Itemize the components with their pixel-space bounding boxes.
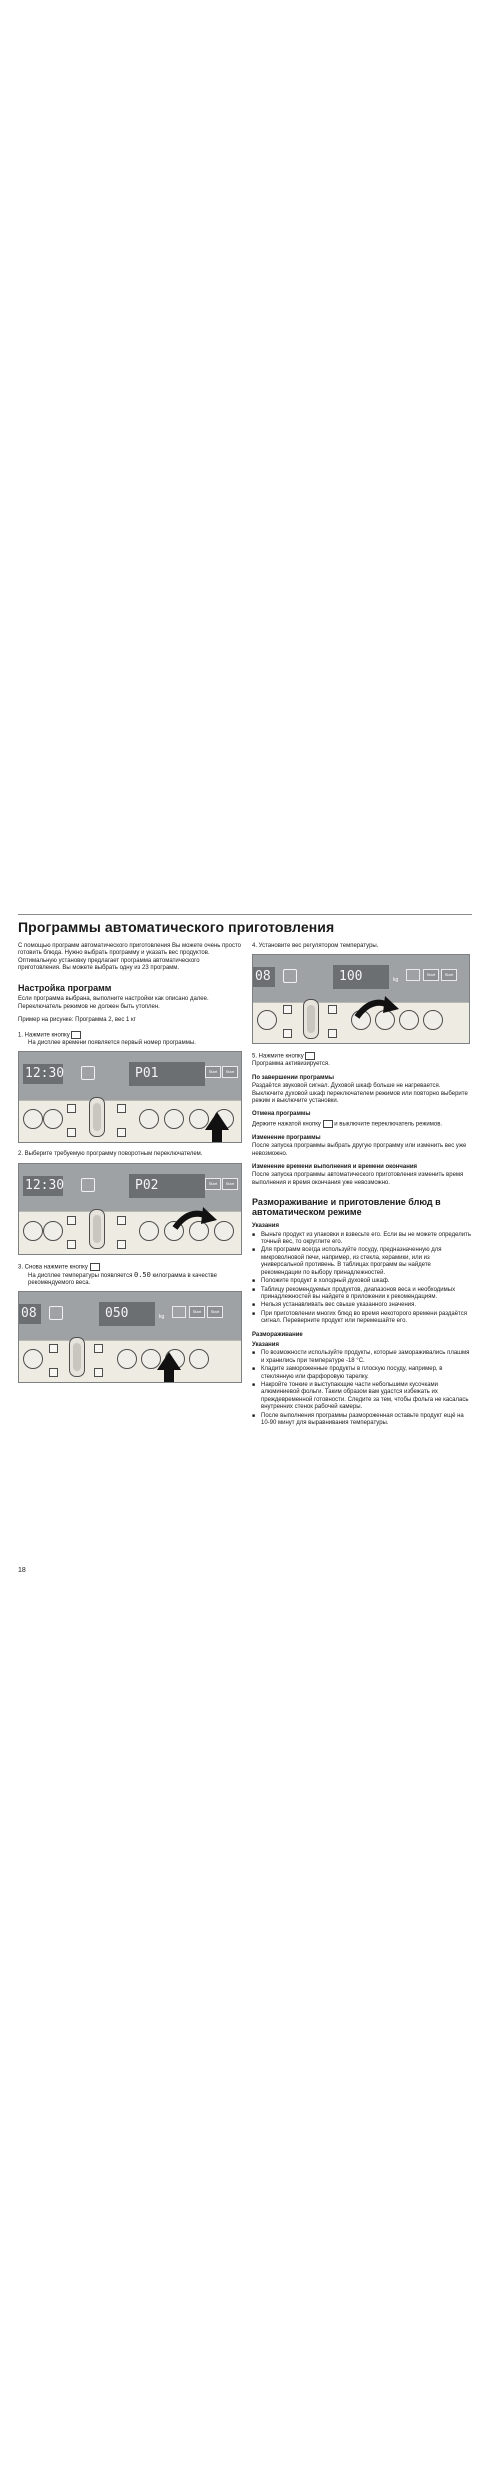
clock-icon (81, 1066, 95, 1080)
program-display: P01 (129, 1062, 205, 1086)
cancel-text: Держите нажатой кнопку и выключите переключатель режимов. (252, 1121, 443, 1128)
mode-knob (23, 1221, 43, 1241)
mode-selector (89, 1097, 105, 1137)
left-column (18, 943, 242, 1391)
weight-unit: kg (159, 1314, 165, 1321)
list-item: ■ Положите продукт в холодный духовой шкаф. (252, 1278, 472, 1285)
change-text: После запуска программы выбрать другую программу или изменить вес уже невозможно. (252, 1143, 467, 1157)
indicator-square (49, 1368, 58, 1377)
indicator-square (67, 1104, 76, 1113)
program-button-icon (71, 1031, 81, 1039)
list-item: ■ После выполнения программы размороженная оставьте продукт ещё на 10-90 минут для выравнивания температуры. (252, 1413, 472, 1428)
indicator-square (67, 1216, 76, 1225)
weight-selector-icon: Start (205, 1178, 221, 1190)
step-4: 4. Установите вес регулятором температуры. (252, 943, 379, 949)
list-item: ■ Для программ всегда используйте посуду, предназначенную для микроволновой печи, например, из стекла, керамики, или из универсальной противень. В таблицах программ вы найдете рекомендации по выбору принадлежностей. (252, 1247, 472, 1277)
defrosting-heading: Размораживание (252, 1331, 303, 1338)
list-item: ■ Кладите замороженные продукты в плоскую посуду, например, в стеклянную или фарфоровую тарелку. (252, 1366, 472, 1381)
program-display: P02 (129, 1174, 205, 1198)
weight-unit: kg (393, 977, 399, 984)
settings-text-1: Если программа выбрана, выполните настройки как описано далее. (18, 995, 209, 1002)
time-display: 12:30 (23, 1176, 63, 1196)
weight-selector-icon: Start (423, 969, 439, 981)
indicator-square (117, 1128, 126, 1137)
indicator-square (67, 1240, 76, 1249)
list-item: ■ Выньте продукт из упаковки и взвесьте его. Если вы не можете определить точный вес, то округлите его. (252, 1232, 472, 1247)
control-panel-illustration-4 (252, 954, 470, 1044)
notes-heading: Указания (252, 1223, 279, 1230)
indicator-square (67, 1128, 76, 1137)
step-3: 3. Снова нажмите кнопку (18, 1263, 242, 1272)
start-selector-icon: Start (441, 969, 457, 981)
indicator-square (283, 1005, 292, 1014)
right-column (252, 943, 472, 1431)
step-3-note: На дисплее температуры появляется 0.50 килограмма в качестве рекомендуемого веса. (28, 1270, 218, 1287)
timer-icon (172, 1306, 186, 1318)
indicator-square (94, 1368, 103, 1377)
step-1: 1. Нажмите кнопку (18, 1031, 242, 1040)
rotate-arrow-icon (351, 993, 401, 1023)
settings-text-2: Переключатель режимов не должен быть утоплен. (18, 1004, 160, 1011)
arrow-up-icon (205, 1112, 229, 1130)
indicator-square (328, 1029, 337, 1038)
step-5-note: Программа активизируется. (252, 1061, 330, 1068)
indicator-square (117, 1216, 126, 1225)
top-rule (18, 914, 472, 915)
page-title: Программы автоматического приготовления (18, 919, 335, 935)
intro-paragraph: С помощью программ автоматического приготовления Вы можете очень просто готовить блюда. Нужно выбрать программу и указать вес продуктов. Оптимальную установку предлагает программа автоматического приготовления. Вы можете выбрать одну из 23 программ. (18, 943, 241, 972)
program-button-icon (305, 1052, 315, 1060)
clock-icon (283, 969, 297, 983)
arrow-stem (164, 1370, 174, 1382)
clock-icon (49, 1306, 63, 1320)
end-heading: По завершении программы (252, 1074, 334, 1081)
arrow-up-icon (157, 1352, 181, 1370)
control-panel-illustration-3 (18, 1291, 242, 1383)
time-text: После запуска программы автоматического приготовления изменить время выполнения и время окончания уже невозможно. (252, 1172, 464, 1186)
list-item: ■ При приготовлении многих блюд во время некоторого времени раздаётся сигнал. Переверните продукт или перемешайте его. (252, 1311, 472, 1326)
cancel-heading: Отмена программы (252, 1111, 311, 1118)
indicator-square (117, 1104, 126, 1113)
change-heading: Изменение программы (252, 1134, 321, 1141)
settings-heading: Настройка программ (18, 982, 112, 993)
start-selector-icon: Start (222, 1066, 238, 1078)
indicator-square (283, 1029, 292, 1038)
mode-selector (303, 999, 319, 1039)
end-text: Раздаётся звуковой сигнал. Духовой шкаф больше не нагревается. Выключите духовой шкаф переключателем режимов или повторно выберите режим и выключите установки. (252, 1083, 468, 1105)
weight-selector-icon: Start (205, 1066, 221, 1078)
indicator-square (117, 1240, 126, 1249)
start-selector-icon: Start (222, 1178, 238, 1190)
clock-icon (81, 1178, 95, 1192)
timer-icon (406, 969, 420, 981)
control-panel-illustration-1 (18, 1051, 242, 1143)
mode-knob (43, 1221, 63, 1241)
start-selector-icon: Start (207, 1306, 223, 1318)
weight-selector-icon: Start (189, 1306, 205, 1318)
rotate-arrow-icon (169, 1204, 219, 1234)
list-item: ■ По возможности используйте продукты, которые замораживались плашмя и хранились при температуре -18 °C. (252, 1350, 472, 1365)
time-display: 08 (253, 967, 275, 987)
time-display: 12:30 (23, 1064, 63, 1084)
indicator-square (49, 1344, 58, 1353)
notes-list (252, 1232, 472, 1326)
page-number: 18 (18, 1567, 26, 1574)
indicator-square (328, 1005, 337, 1014)
program-button-icon (323, 1120, 333, 1128)
control-panel-illustration-2 (18, 1163, 242, 1255)
notes2-heading: Указания (252, 1341, 279, 1348)
step-2: 2. Выберите требуемую программу поворотным переключателем. (18, 1151, 203, 1158)
list-item: ■ Нельзя устанавливать вес свыше указанного значения. (252, 1302, 472, 1309)
notes2-list (252, 1350, 472, 1427)
defrost-heading: Размораживание и приготовление блюд в автоматическом режиме (252, 1197, 441, 1218)
list-item: ■ Накройте тонкие и выступающие части небольшими кусочками алюминиевой фольги. Таким образом вам удастся избежать их преждевременной готовности. Следите за тем, чтобы фольга не касалась внутренних стенок рабочей камеры. (252, 1382, 472, 1412)
step-1-note: На дисплее времени появляется первый номер программы. (28, 1039, 196, 1046)
time-heading: Изменение времени выполнения и времени окончания (252, 1164, 418, 1171)
weight-display: 100 (333, 965, 389, 989)
mode-selector (89, 1209, 105, 1249)
program-button-icon (90, 1263, 100, 1271)
arrow-stem (212, 1130, 222, 1142)
weight-display: 050 (99, 1302, 155, 1326)
mode-selector (69, 1337, 85, 1377)
example-text: Пример на рисунке: Программа 2, вес 1 кг (18, 1017, 136, 1024)
list-item: ■ Таблицу рекомендуемых продуктов, диапазонов веса и необходимых принадлежностей вы найдете в приложении к рекомендациям. (252, 1287, 472, 1302)
time-display: 08 (19, 1304, 41, 1324)
indicator-square (94, 1344, 103, 1353)
function-knob (139, 1221, 159, 1241)
step-5: 5. Нажмите кнопку (252, 1052, 472, 1061)
